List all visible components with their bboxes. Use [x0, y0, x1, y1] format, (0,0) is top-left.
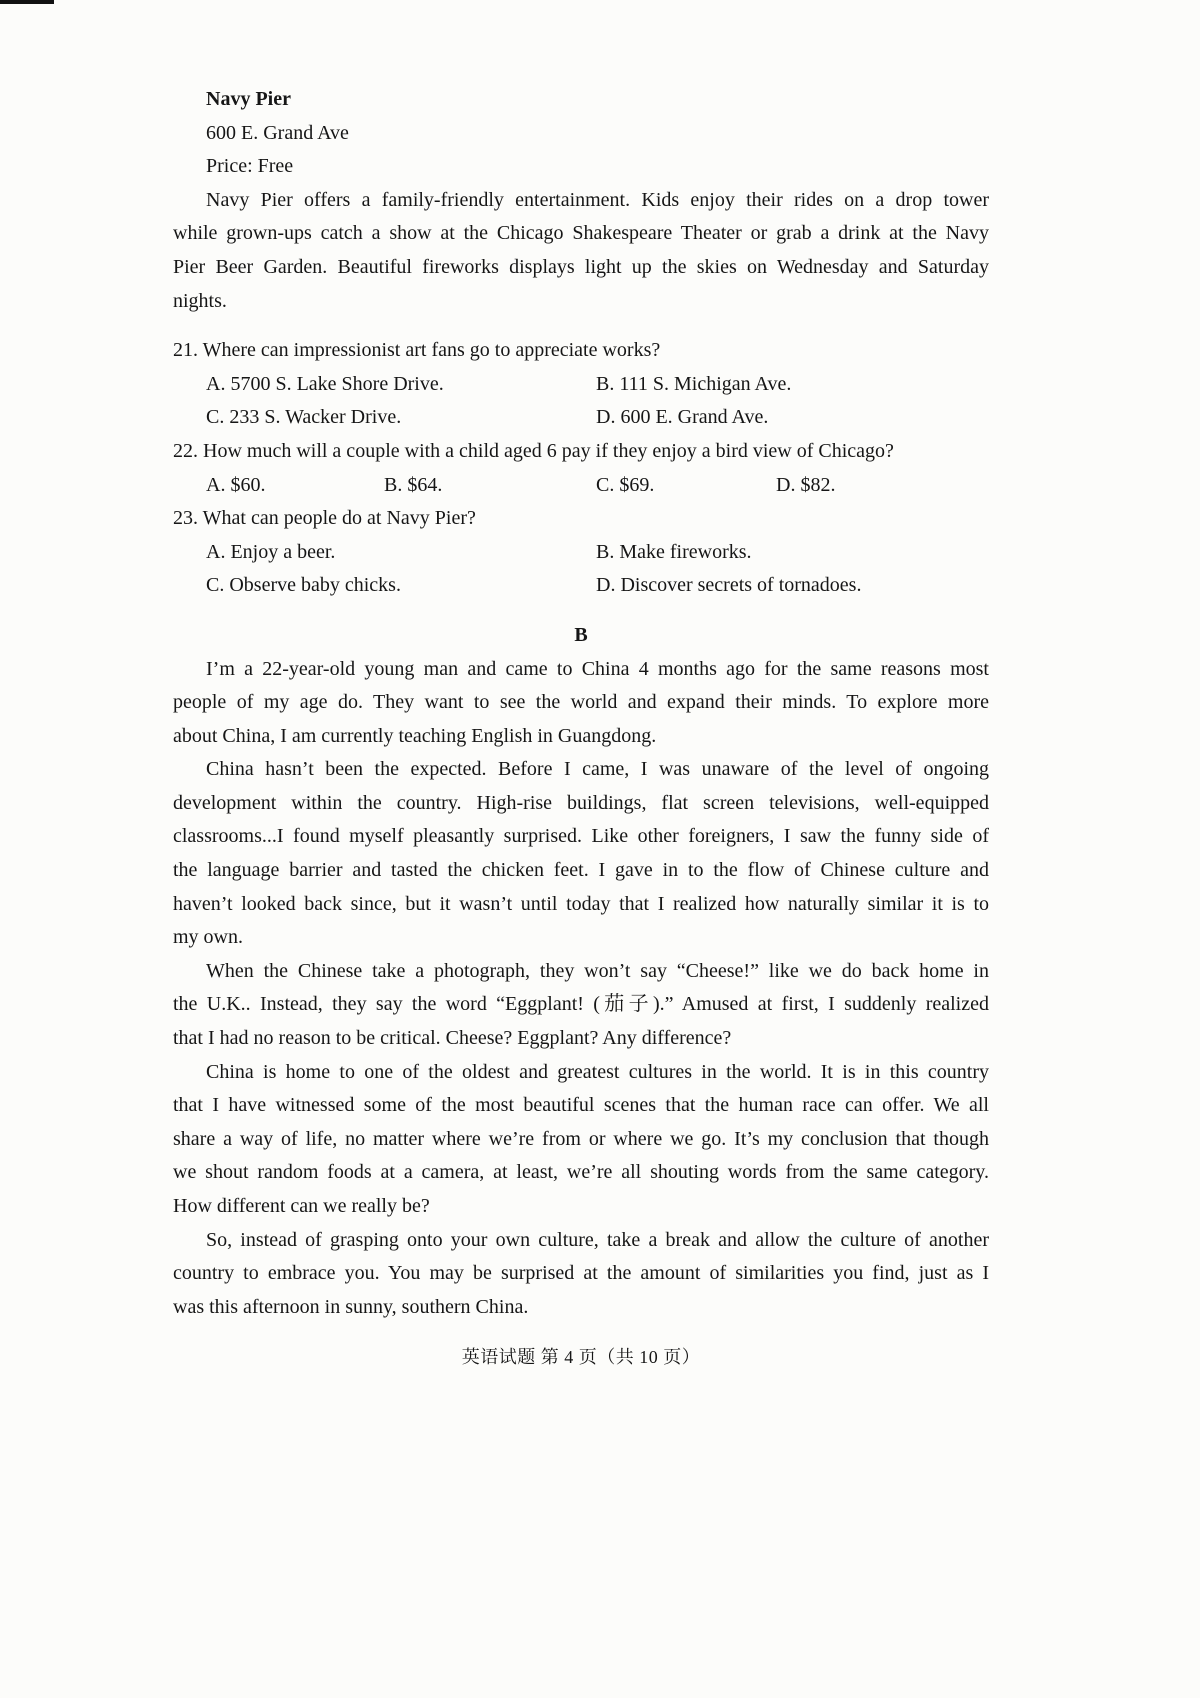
paragraph-line: I’m a 22-year-old young man and came to China 4 months ago for the same reasons most — [206, 657, 989, 680]
paragraph-line: When the Chinese take a photograph, they won’t say “Cheese!” like we do back home in — [206, 959, 989, 982]
listing-price: Price: Free — [206, 155, 294, 178]
answer-option: A. Enjoy a beer. — [206, 540, 336, 563]
listing-description-line: nights. — [173, 289, 227, 312]
answer-option: C. 233 S. Wacker Drive. — [206, 406, 402, 429]
listing-description-line: while grown-ups catch a show at the Chicago Shakespeare Theater or grab a drink at the Navy — [173, 222, 989, 245]
paragraph — [173, 753, 989, 955]
paragraph — [173, 1056, 989, 1224]
answer-option: C. $69. — [596, 473, 655, 496]
option-row — [173, 368, 989, 402]
answer-option: D. Discover secrets of tornadoes. — [596, 574, 862, 597]
paragraph-line: haven’t looked back since, but it wasn’t until today that I realized how naturally similar it is to — [173, 892, 989, 915]
option-row — [173, 469, 989, 503]
scan-artifact — [0, 0, 54, 4]
answer-option: D. 600 E. Grand Ave. — [596, 406, 769, 429]
paragraph-line: people of my age do. They want to see the world and expand their minds. To explore more — [173, 691, 989, 714]
answer-option: B. $64. — [384, 473, 443, 496]
answer-option: A. 5700 S. Lake Shore Drive. — [206, 372, 444, 395]
paragraph-line: we shout random foods at a camera, at least, we’re all shouting words from the same category. — [173, 1161, 989, 1184]
listing-title: Navy Pier — [206, 88, 291, 110]
paragraph-line: that I had no reason to be critical. Cheese? Eggplant? Any difference? — [173, 1027, 732, 1050]
question-stem: 22. How much will a couple with a child aged 6 pay if they enjoy a bird view of Chicago? — [173, 439, 894, 462]
section-heading: B — [574, 623, 588, 646]
paragraph-line: China hasn’t been the expected. Before I came, I was unaware of the level of ongoing — [206, 758, 989, 781]
paragraph-line: was this afternoon in sunny, southern China. — [173, 1295, 529, 1318]
paragraph — [173, 653, 989, 754]
answer-option: C. Observe baby chicks. — [206, 574, 401, 597]
paragraph-line: about China, I am currently teaching English in Guangdong. — [173, 724, 657, 747]
paragraph-line: How different can we really be? — [173, 1195, 430, 1217]
answer-option: B. Make fireworks. — [596, 540, 752, 563]
listing-description-line: Pier Beer Garden. Beautiful fireworks displays light up the skies on Wednesday and Saturday — [173, 255, 989, 278]
page-footer: 英语试题 第 4 页（共 10 页） — [461, 1347, 701, 1368]
paragraph-line: the language barrier and tasted the chicken feet. I gave in to the flow of Chinese culture and — [173, 859, 989, 882]
paragraph-line: So, instead of grasping onto your own culture, take a break and allow the culture of another — [206, 1228, 989, 1251]
paragraph-line: development within the country. High-rise buildings, flat screen televisions, well-equipped — [173, 791, 989, 814]
option-row — [173, 569, 989, 603]
question-stem: 21. Where can impressionist art fans go to appreciate works? — [173, 339, 661, 362]
paragraph — [173, 1224, 989, 1325]
question-stem: 23. What can people do at Navy Pier? — [173, 507, 476, 530]
option-row — [173, 401, 989, 435]
paragraph-line: the U.K.. Instead, they say the word “Eggplant! (茄子).” Amused at first, I suddenly realized — [173, 993, 989, 1016]
paragraph-line: classrooms...I found myself pleasantly surprised. Like other foreigners, I saw the funny side of — [173, 825, 989, 848]
paragraph-line: China is home to one of the oldest and greatest cultures in the world. It is in this country — [206, 1060, 989, 1083]
exam-page — [173, 83, 989, 1374]
paragraph-line: that I have witnessed some of the most beautiful scenes that the human race can offer. We all — [173, 1094, 989, 1117]
listing-address: 600 E. Grand Ave — [206, 121, 349, 144]
answer-option: B. 111 S. Michigan Ave. — [596, 372, 792, 395]
paragraph — [173, 955, 989, 1056]
answer-option: D. $82. — [776, 473, 836, 496]
listing-description-line: Navy Pier offers a family-friendly entertainment. Kids enjoy their rides on a drop tower — [206, 188, 989, 211]
paragraph-line: share a way of life, no matter where we’re from or where we go. It’s my conclusion that though — [173, 1127, 989, 1150]
paragraph-line: my own. — [173, 926, 243, 949]
answer-option: A. $60. — [206, 473, 266, 496]
paragraph-line: country to embrace you. You may be surprised at the amount of similarities you find, just as I — [173, 1262, 989, 1285]
option-row — [173, 536, 989, 570]
